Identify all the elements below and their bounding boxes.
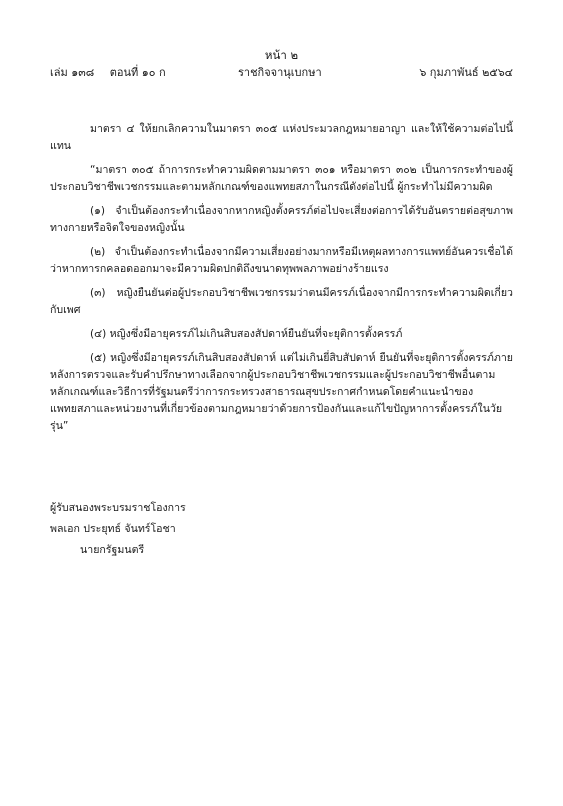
list-item-text: (๑) จำเป็นต้องกระทำเนื่องจากหากหญิงตั้งครรภ์ต่อไปจะเสี่ยงต่อการได้รับอันตรายต่อสุขภาพทางกายหรือจิตใจของหญิงนั้น bbox=[50, 205, 513, 234]
volume-number: เล่ม ๑๓๘ bbox=[50, 66, 95, 79]
signatory-name: พลเอก ประยุทธ์ จันทร์โอชา bbox=[50, 523, 176, 535]
issue-number: ตอนที่ ๑๐ ก bbox=[109, 66, 166, 79]
quoted-section-text: “มาตรา ๓๐๕ ถ้าการกระทำความผิดตามมาตรา ๓๐๑ หรือมาตรา ๓๐๒ เป็นการกระทำของผู้ประกอบวิชาชีพเวชกรรมและตามหลักเกณฑ์ของแพทยสภาในกรณีดังต่อไปนี้ ผู้กระทำไม่มีความผิด bbox=[50, 164, 513, 193]
signatory-title: นายกรัฐมนตรี bbox=[80, 544, 145, 556]
list-item-text: (๕) หญิงซึ่งมีอายุครรภ์เกินสิบสองสัปดาห์ แต่ไม่เกินยี่สิบสัปดาห์ ยืนยันที่จะยุติการตั้งครรภ์ภายหลังการตรวจและรับคำปรึกษาทางเลือกจากผู้ประกอบวิชาชีพเวชกรรมและผู้ประกอบวิชาชีพอื่นตามหลักเกณฑ์และวิธีการที่รัฐมนตรีว่าการกระทรวงสาธารณสุขประกาศกำหนดโดยคำแนะนำของแพทยสภาและหน่วยงานที่เกี่ยวข้องตามกฎหมายว่าด้วยการป้องกันและแก้ไขปัญหาการตั้งครรภ์ในวัยรุ่น” bbox=[50, 352, 513, 432]
list-item-text: (๒) จำเป็นต้องกระทำเนื่องจากมีความเสี่ยงอย่างมากหรือมีเหตุผลทางการแพทย์อันควรเชื่อได้ว่าหากทารกคลอดออกมาจะมีความผิดปกติถึงขนาดทุพพลภาพอย่างร้ายแรง bbox=[50, 246, 513, 275]
document-body bbox=[50, 121, 513, 442]
countersignature-block bbox=[50, 500, 513, 563]
list-item-text: (๔) หญิงซึ่งมีอายุครรภ์ไม่เกินสิบสองสัปดาห์ยืนยันที่จะยุติการตั้งครรภ์ bbox=[90, 328, 403, 340]
quoted-section bbox=[50, 162, 513, 196]
section-intro bbox=[50, 121, 513, 155]
list-item bbox=[50, 326, 513, 343]
list-item-text: (๓) หญิงยืนยันต่อผู้ประกอบวิชาชีพเวชกรรมว่าตนมีครรภ์เนื่องจากมีการกระทำความผิดเกี่ยวกับเพศ bbox=[50, 287, 513, 316]
page-number: หน้า ๒ bbox=[264, 48, 299, 62]
countersign-label: ผู้รับสนองพระบรมราชโองการ bbox=[50, 502, 186, 514]
list-item bbox=[50, 244, 513, 278]
section-intro-text: มาตรา ๔ ให้ยกเลิกความในมาตรา ๓๐๕ แห่งประมวลกฎหมายอาญา และให้ใช้ความต่อไปนี้แทน bbox=[50, 123, 513, 152]
list-item bbox=[50, 285, 513, 319]
gazette-title: ราชกิจจานุเบกษา bbox=[238, 66, 322, 79]
publication-date: ๖ กุมภาพันธ์ ๒๕๖๔ bbox=[419, 66, 513, 79]
list-item bbox=[50, 203, 513, 237]
volume-issue bbox=[50, 64, 166, 81]
list-item bbox=[50, 350, 513, 435]
gazette-header bbox=[50, 64, 513, 81]
